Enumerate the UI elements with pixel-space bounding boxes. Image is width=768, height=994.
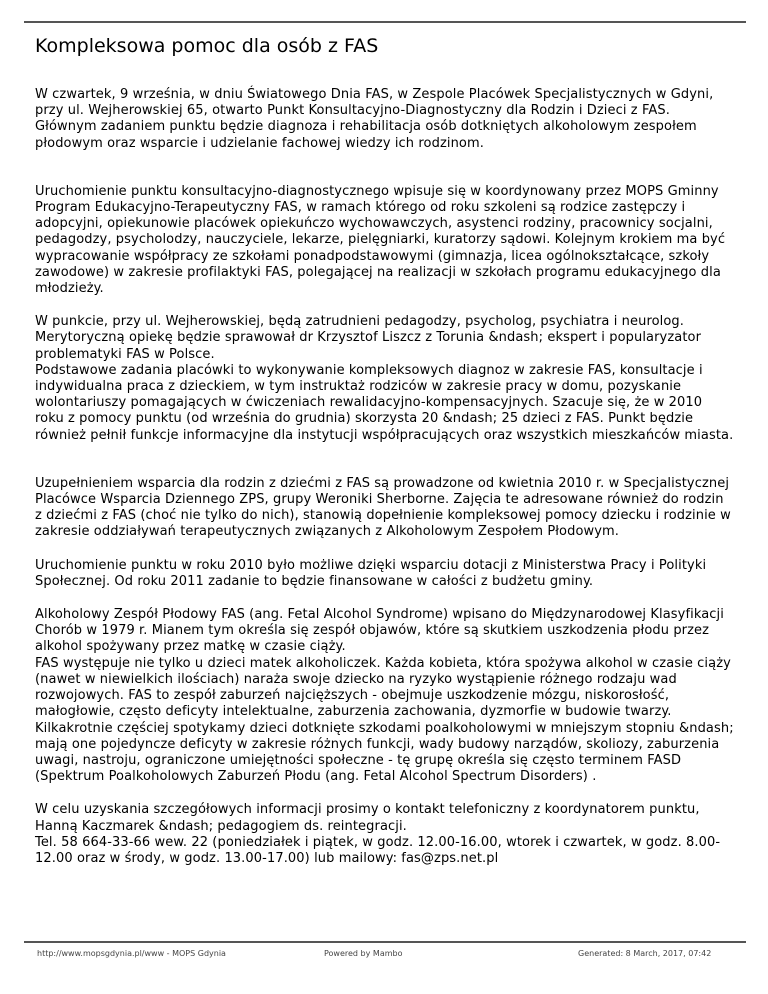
text-line: uwagi, nastroju, ograniczone umiejętności społeczne - tę grupę określa się często terminem FASD xyxy=(35,752,682,768)
text-line: (Spektrum Poalkoholowych Zaburzeń Płodu (ang. Fetal Alcohol Spectrum Disorders) . xyxy=(35,769,597,785)
text-line: młodzieży. xyxy=(35,281,104,297)
text-line: Podstawowe zadania placówki to wykonywanie kompleksowych diagnoz w zakresie FAS, konsultacje i xyxy=(35,362,703,378)
paragraph-opening xyxy=(35,87,735,152)
text-line: W czwartek, 9 września, w dniu Światowego Dnia FAS, w Zespole Placówek Specjalistycznych w Gdyni, xyxy=(35,87,714,102)
footer-powered-by: Powered by Mambo xyxy=(324,949,403,958)
text-line: Społecznej. Od roku 2011 zadanie to będzie finansowane w całości z budżetu gminy. xyxy=(35,573,594,589)
paragraph-staff xyxy=(35,314,735,444)
text-line: Alkoholowy Zespół Płodowy FAS (ang. Fetal Alcohol Syndrome) wpisano do Międzynarodowej Klasyfikacji xyxy=(35,607,724,623)
text-line: z dziećmi z FAS (choć nie tylko do nich), stanowią dopełnienie kompleksowej pomocy dziecku i rodzinie w xyxy=(35,508,731,524)
text-line: rozwojowych. FAS to zespół zaburzeń najcięższych - obejmuje uszkodzenie mózgu, niskorosłość, xyxy=(35,688,670,704)
text-line: indywidualna praca z dzieckiem, w tym instruktaż rodziców w zakresie pracy w domu, pozyskanie xyxy=(35,379,682,395)
text-line: FAS występuje nie tylko u dzieci matek alkoholiczek. Każda kobieta, która spożywa alkohol w czasie ciąży xyxy=(35,655,731,671)
paragraph-fas-definition xyxy=(35,607,735,785)
paragraph-contact xyxy=(35,802,735,867)
text-line: (nawet w niewielkich ilościach) naraża swoje dziecko na ryzyko wystąpienie różnego rodzaju wad xyxy=(35,671,677,687)
text-line: Chorób w 1979 r. Mianem tym określa się zespół objawów, które są skutkiem uszkodzenia płodu przez xyxy=(35,623,710,639)
text-line: Placówce Wsparcia Dziennego ZPS, grupy Weroniki Sherborne. Zajęcia te adresowane również do rodzin xyxy=(35,492,724,508)
footer-rule xyxy=(24,941,746,943)
text-line: wolontariuszy pomagających w ćwiczeniach rewalidacyjno-kompensacyjnych. Szacuje się, że w 2010 xyxy=(35,395,703,411)
article-title: Kompleksowa pomoc dla osób z FAS xyxy=(35,35,379,57)
text-line: również pełnił funkcje informacyjne dla instytucji współpracujących oraz wszystkich mieszkańców miasta. xyxy=(35,427,734,443)
text-line: przy ul. Wejherowskiej 65, otwarto Punkt Konsultacyjno-Diagnostyczny dla Rodzin i Dzieci z FAS. xyxy=(35,103,670,119)
footer-generated-date: Generated: 8 March, 2017, 07:42 xyxy=(578,949,712,958)
article-body xyxy=(35,87,735,867)
text-line: Uruchomienie punktu w roku 2010 było możliwe dzięki wsparciu dotacji z Ministerstwa Pracy i Polityki xyxy=(35,557,707,573)
text-line: wypracowanie współpracy ze szkołami ponadpodstawowymi (gimnazja, licea ogólnokształcące, szkoły xyxy=(35,248,710,264)
footer-source-url: http://www.mopsgdynia.pl/www - MOPS Gdynia xyxy=(37,949,226,958)
text-line: pedagodzy, psycholodzy, nauczyciele, lekarze, pielęgniarki, kuratorzy sądowi. Kolejnym krokiem ma być xyxy=(35,232,726,248)
text-line: małogłowie, często deficyty intelektualne, zaburzenia zachowania, dyzmorfie w budowie twarzy. xyxy=(35,704,672,720)
text-line: adopcyjni, opiekunowie placówek opiekuńczo wychowawczych, asystenci rodziny, pracownicy socjalni, xyxy=(35,216,713,232)
text-line: W punkcie, przy ul. Wejherowskiej, będą zatrudnieni pedagodzy, psycholog, psychiatra i neurolog. xyxy=(35,314,685,330)
paragraph-program xyxy=(35,184,735,297)
text-line: zawodowe) w zakresie profilaktyki FAS, polegającej na realizacji w szkołach programu edukacyjnego dla xyxy=(35,264,721,280)
text-line: W celu uzyskania szczegółowych informacji prosimy o kontakt telefoniczny z koordynatorem punktu, xyxy=(35,802,700,818)
paragraph-funding xyxy=(35,558,735,590)
text-line: płodowym oraz wsparcie i udzielanie fachowej wiedzy ich rodzinom. xyxy=(35,135,484,151)
text-line: Merytoryczną opiekę będzie sprawował dr Krzysztof Liszcz z Torunia &ndash; ekspert i popularyzator xyxy=(35,330,702,346)
text-line: Uzupełnieniem wsparcia dla rodzin z dziećmi z FAS są prowadzone od kwietnia 2010 r. w Specjalistycznej xyxy=(35,475,730,491)
text-line: 12.00 oraz w środy, w godz. 13.00-17.00) lub mailowy: fas@zps.net.pl xyxy=(35,850,499,866)
text-line: problematyki FAS w Polsce. xyxy=(35,346,215,362)
paragraph-support xyxy=(35,476,735,541)
text-line: zakresie oddziaływań terapeutycznych związanych z Alkoholowym Zespołem Płodowym. xyxy=(35,524,620,540)
text-line: Hanną Kaczmarek &ndash; pedagogiem ds. reintegracji. xyxy=(35,818,407,834)
text-line: roku z pomocy punktu (od września do grudnia) skorzysta 20 &ndash; 25 dzieci z FAS. Punkt będzie xyxy=(35,411,694,427)
text-line: Program Edukacyjno-Terapeutyczny FAS, w ramach którego od roku szkoleni są rodzice zastępczy i xyxy=(35,200,686,216)
text-line: mają one pojedyncze deficyty w zakresie różnych funkcji, wady budowy narządów, skoliozy, zaburzenia xyxy=(35,736,720,752)
text-line: Uruchomienie punktu konsultacyjno-diagnostycznego wpisuje się w koordynowany przez MOPS Gminny xyxy=(35,183,719,199)
text-line: Tel. 58 664-33-66 wew. 22 (poniedziałek i piątek, w godz. 12.00-16.00, wtorek i czwartek, w godz. 8.00- xyxy=(35,834,721,850)
header-rule xyxy=(24,21,746,23)
text-line: Kilkakrotnie częściej spotykamy dzieci dotknięte szkodami poalkoholowymi w mniejszym stopniu &ndash; xyxy=(35,720,734,736)
text-line: Głównym zadaniem punktu będzie diagnoza i rehabilitacja osób dotkniętych alkoholowym zespołem xyxy=(35,119,697,135)
text-line: alkohol spożywany przez matkę w czasie ciąży. xyxy=(35,639,346,655)
